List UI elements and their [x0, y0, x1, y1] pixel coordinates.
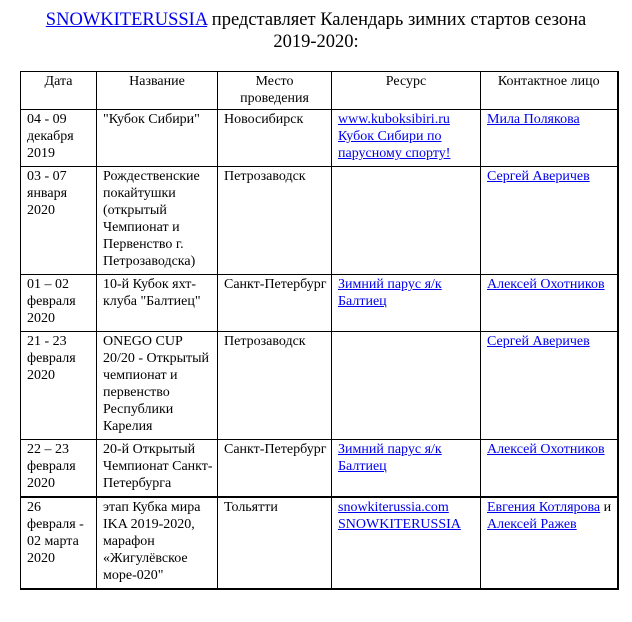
header-resource: Ресурс — [332, 72, 481, 110]
contact-link[interactable]: Алексей Охотников — [487, 277, 605, 292]
cell-date: 21 - 23 февраля 2020 — [21, 332, 97, 440]
resource-link[interactable]: Кубок Сибири по парусному спорту! — [338, 129, 451, 161]
cell-place: Санкт-Петербург — [218, 440, 332, 498]
cell-place: Петрозаводск — [218, 167, 332, 275]
cell-place: Тольятти — [218, 497, 332, 589]
cell-event-name: 10-й Кубок яхт-клуба "Балтиец" — [97, 275, 218, 332]
table-row — [21, 440, 618, 498]
cell-date: 03 - 07 января 2020 — [21, 167, 97, 275]
contact-link[interactable]: Алексей Ражев — [487, 517, 577, 532]
cell-event-name: ONEGO CUP 20/20 - Открытый чемпионат и первенство Республики Карелия — [97, 332, 218, 440]
table-row — [21, 275, 618, 332]
table-row — [21, 167, 618, 275]
cell-resource — [332, 275, 481, 332]
resource-link[interactable]: Зимний парус я/к Балтиец — [338, 442, 442, 474]
header-date: Дата — [21, 72, 97, 110]
heading-season: 2019-2020: — [273, 32, 359, 52]
cell-event-name: "Кубок Сибири" — [97, 110, 218, 167]
cell-place: Петрозаводск — [218, 332, 332, 440]
snowkiterussia-link[interactable]: SNOWKITERUSSIA — [45, 10, 208, 30]
page-heading — [0, 9, 632, 53]
contact-link[interactable]: Алексей Охотников — [487, 442, 605, 457]
contact-link[interactable]: Евгения Котлярова — [487, 500, 601, 515]
heading-line-1 — [0, 9, 632, 31]
cell-contact — [481, 332, 618, 440]
cell-date: 04 - 09 декабря 2019 — [21, 110, 97, 167]
contact-link[interactable]: Мила Полякова — [487, 112, 580, 127]
cell-resource — [332, 332, 481, 440]
table-row — [21, 497, 618, 589]
cell-contact — [481, 275, 618, 332]
cell-date: 01 – 02 февраля 2020 — [21, 275, 97, 332]
header-contact: Контактное лицо — [481, 72, 618, 110]
table-row — [21, 332, 618, 440]
header-name: Название — [97, 72, 218, 110]
cell-contact — [481, 497, 618, 589]
cell-contact — [481, 440, 618, 498]
cell-event-name: этап Кубка мира IKA 2019-2020, марафон «Жигулёвское море-020" — [97, 497, 218, 589]
resource-link[interactable]: snowkiterussia.com — [338, 500, 449, 515]
cell-resource — [332, 440, 481, 498]
cell-date: 22 – 23 февраля 2020 — [21, 440, 97, 498]
resource-link[interactable]: SNOWKITERUSSIA — [338, 517, 461, 532]
cell-contact — [481, 167, 618, 275]
cell-event-name: Рождественские покайтушки (открытый Чемпионат и Первенство г. Петрозаводска) — [97, 167, 218, 275]
calendar-table — [20, 71, 619, 590]
header-place: Место проведения — [218, 72, 332, 110]
table-header-row — [21, 72, 618, 110]
heading-text: представляет Календарь зимних стартов сезона — [207, 10, 587, 30]
resource-link[interactable]: Зимний парус я/к Балтиец — [338, 277, 442, 309]
cell-place: Санкт-Петербург — [218, 275, 332, 332]
table-row — [21, 110, 618, 167]
table-body — [21, 110, 618, 590]
cell-resource — [332, 110, 481, 167]
contact-link[interactable]: Сергей Аверичев — [487, 169, 590, 184]
cell-resource — [332, 497, 481, 589]
cell-event-name: 20-й Открытый Чемпионат Санкт-Петербурга — [97, 440, 218, 498]
contact-joiner: и — [600, 500, 612, 515]
cell-resource — [332, 167, 481, 275]
cell-place: Новосибирск — [218, 110, 332, 167]
cell-date: 26 февраля - 02 марта 2020 — [21, 497, 97, 589]
contact-link[interactable]: Сергей Аверичев — [487, 334, 590, 349]
cell-contact — [481, 110, 618, 167]
resource-link[interactable]: www.kuboksibiri.ru — [338, 112, 450, 127]
